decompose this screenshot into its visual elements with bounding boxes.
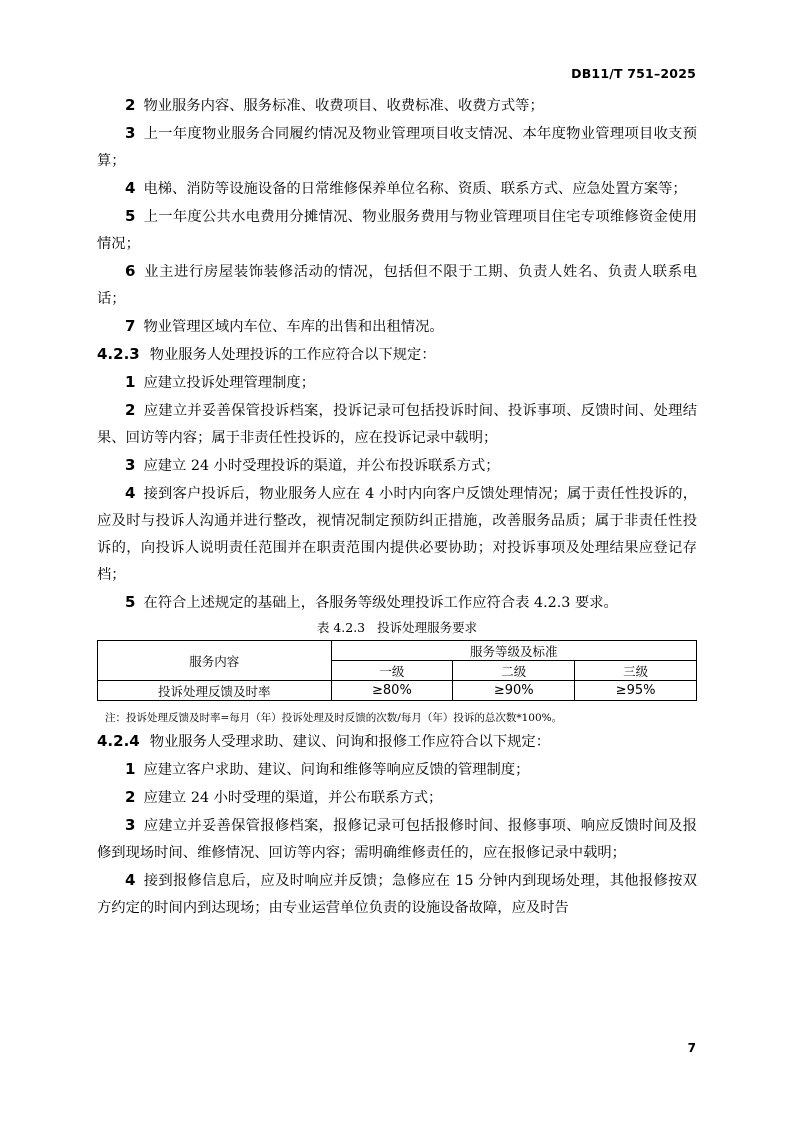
- header-cell: 服务等级及标准: [331, 641, 696, 661]
- list-item: [97, 812, 697, 867]
- item-text: 应建立 24 小时受理投诉的渠道，并公布投诉联系方式；: [143, 458, 500, 474]
- item-number: 3: [125, 456, 136, 474]
- item-text: 应建立客户求助、建议、问询和维修等响应反馈的管理制度；: [143, 762, 530, 778]
- item-text: 接到客户投诉后，物业服务人应在 4 小时内向客户反馈处理情况；属于责任性投诉的，应及时与投诉人沟通并进行整改，视情况制定预防纠正措施，改善服务品质；属于非责任性投诉的，向投诉人说明责任范围并在职责范围内提供必要协助；对投诉事项及处理结果应登记存档；: [97, 486, 697, 583]
- item-text: 接到报修信息后，应及时响应并反馈；急修应在 15 分钟内到现场处理，其他报修按双方约定的时间内到达现场；由专业运营单位负责的设施设备故障，应及时告: [97, 873, 697, 916]
- item-text: 电梯、消防等设施设备的日常维修保养单位名称、资质、联系方式、应急处置方案等；: [143, 181, 687, 197]
- section-number: 4.2.4: [97, 732, 140, 750]
- table-cell: ≥80%: [331, 681, 453, 701]
- item-number: 3: [125, 816, 136, 834]
- header-cell: 服务内容: [98, 641, 332, 681]
- list-item: [97, 784, 697, 812]
- item-text: 业主进行房屋装饰装修活动的情况，包括但不限于工期、负责人姓名、负责人联系电话；: [97, 264, 697, 307]
- list-item: [97, 452, 697, 480]
- table-row: [98, 681, 697, 701]
- table-cell: ≥95%: [575, 681, 697, 701]
- complaint-service-table: [97, 640, 697, 701]
- item-number: 4: [125, 871, 136, 889]
- page-content: [97, 92, 697, 922]
- section-number: 4.2.3: [97, 345, 140, 363]
- section-heading: [97, 728, 697, 756]
- item-text: 应建立并妥善保管投诉档案，投诉记录可包括投诉时间、投诉事项、反馈时间、处理结果、回访等内容；属于非责任性投诉的，应在投诉记录中载明；: [97, 403, 697, 446]
- item-text: 物业管理区域内车位、车库的出售和出租情况。: [143, 319, 444, 335]
- table-header-row: [98, 641, 697, 661]
- header-cell: 一级: [331, 661, 453, 681]
- section-text: 物业服务人处理投诉的工作应符合以下规定：: [149, 347, 436, 363]
- item-number: 2: [125, 96, 136, 114]
- list-item: [97, 258, 697, 313]
- item-number: 1: [125, 373, 136, 391]
- list-item: [97, 397, 697, 452]
- item-text: 物业服务内容、服务标准、收费项目、收费标准、收费方式等；: [143, 98, 544, 114]
- item-number: 7: [125, 317, 136, 335]
- section-text: 物业服务人受理求助、建议、问询和报修工作应符合以下规定：: [149, 734, 551, 750]
- section-heading: [97, 341, 697, 369]
- item-text: 上一年度物业服务合同履约情况及物业管理项目收支情况、本年度物业管理项目收支预算；: [97, 126, 697, 169]
- table-caption: [97, 618, 697, 638]
- list-item: [97, 480, 697, 589]
- table-cell: 投诉处理反馈及时率: [98, 681, 332, 701]
- list-item: [97, 175, 697, 203]
- list-item: [97, 120, 697, 175]
- header-cell: 三级: [575, 661, 697, 681]
- list-item: [97, 92, 697, 120]
- page-number: 7: [687, 1041, 696, 1055]
- item-number: 5: [125, 593, 136, 611]
- list-item: [97, 756, 697, 784]
- item-number: 4: [125, 179, 136, 197]
- item-text: 在符合上述规定的基础上，各服务等级处理投诉工作应符合表 4.2.3 要求。: [143, 595, 618, 611]
- item-text: 上一年度公共水电费用分摊情况、物业服务费用与物业管理项目住宅专项维修资金使用情况；: [97, 209, 697, 252]
- item-number: 6: [125, 262, 136, 280]
- item-number: 3: [125, 124, 136, 142]
- item-number: 4: [125, 484, 136, 502]
- list-item: [97, 589, 697, 617]
- table-cell: ≥90%: [453, 681, 575, 701]
- item-number: 5: [125, 207, 136, 225]
- item-number: 2: [125, 401, 136, 419]
- item-text: 应建立 24 小时受理的渠道，并公布联系方式；: [143, 790, 443, 806]
- table-title: 投诉处理服务要求: [377, 620, 478, 635]
- header-cell: 二级: [453, 661, 575, 681]
- item-text: 应建立并妥善保管报修档案，报修记录可包括报修时间、报修事项、响应反馈时间及报修到现场时间、维修情况、回访等内容；需明确维修责任的，应在报修记录中载明；: [97, 818, 697, 861]
- item-number: 1: [125, 760, 136, 778]
- list-item: [97, 203, 697, 258]
- list-item: [97, 369, 697, 397]
- list-item: [97, 313, 697, 341]
- list-item: [97, 867, 697, 922]
- document-code: DB11/T 751–2025: [571, 66, 696, 81]
- item-text: 应建立投诉处理管理制度；: [143, 375, 315, 391]
- item-number: 2: [125, 788, 136, 806]
- table-number: 表 4.2.3: [316, 620, 366, 635]
- table-note: 注：投诉处理反馈及时率=每月（年）投诉处理及时反馈的次数/每月（年）投诉的总次数*100%。: [105, 712, 563, 724]
